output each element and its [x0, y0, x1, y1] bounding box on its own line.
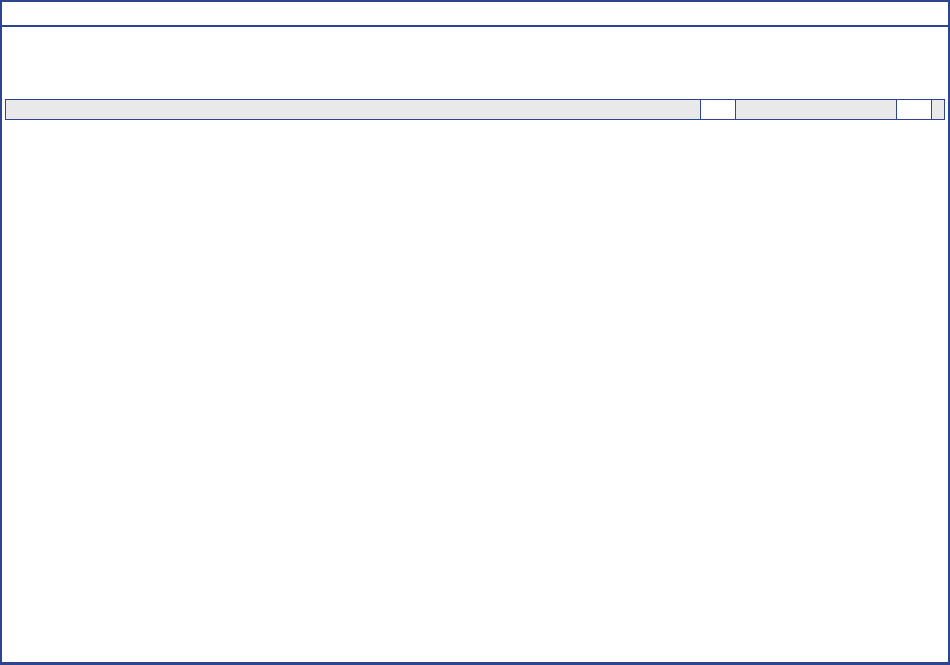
code-label-797 — [896, 100, 932, 119]
form-title — [2, 2, 948, 27]
code-label-417 — [700, 100, 736, 119]
rows-16-21 — [2, 213, 948, 215]
section-13-label — [2, 30, 948, 47]
other-rent-description-field[interactable] — [6, 100, 700, 119]
sections-14-15 — [2, 60, 948, 213]
section-13 — [2, 47, 948, 60]
section-15-label — [2, 81, 636, 97]
other-rent-strip — [5, 99, 945, 120]
other-rent-field-417[interactable] — [736, 100, 896, 119]
other-rent-field-797[interactable] — [932, 100, 944, 119]
section-14-label — [2, 60, 948, 77]
section-15-strip-row — [2, 97, 948, 121]
